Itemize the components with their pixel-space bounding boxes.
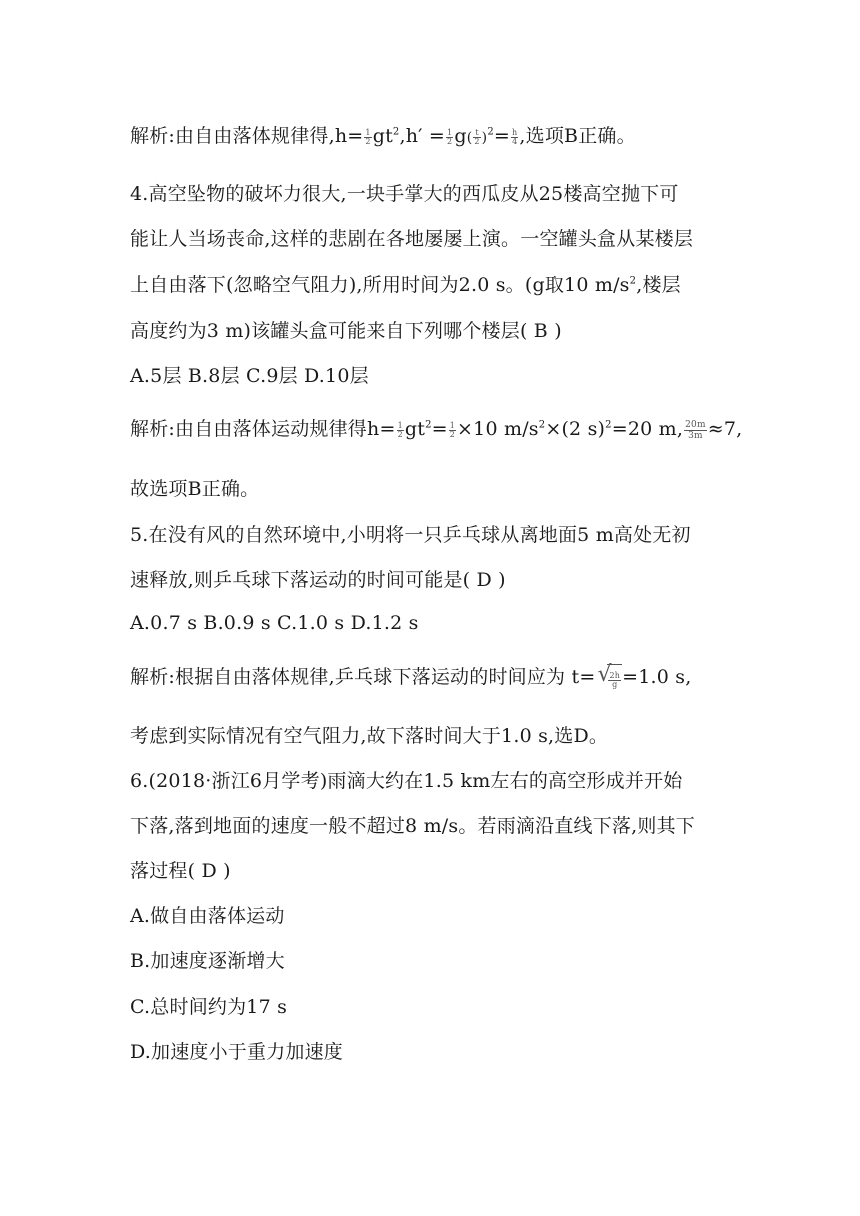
q6-line-1: 6.(2018·浙江6月学考)雨滴大约在1.5 km左右的高空形成并开始 — [130, 770, 683, 792]
radical-sign: √ — [597, 662, 612, 687]
fraction-numerator: 1 — [365, 127, 371, 137]
fraction — [397, 422, 404, 439]
q5-line-1: 5.在没有风的自然环境中,小明将一只乒乓球从离地面5 m高处无初 — [130, 524, 691, 546]
formula-text: ,h′ = — [399, 125, 446, 147]
q6-option-a: A.做自由落体运动 — [130, 905, 285, 927]
fraction — [684, 420, 707, 441]
solution-5-prefix: 解析:根据自由落体规律,乒乓球下落运动的时间应为 t= — [130, 666, 596, 688]
fraction-numerator: 1 — [449, 420, 456, 430]
exponent: 2 — [538, 419, 546, 431]
q4-line-3 — [130, 272, 681, 298]
exponent: 2 — [487, 126, 494, 138]
exponent: 2 — [629, 275, 637, 287]
formula-text: g — [454, 125, 467, 147]
formula-text: = — [493, 125, 511, 147]
q4-options: A.5层 B.8层 C.9层 D.10层 — [130, 365, 369, 387]
q4-line-4: 高度约为3 m)该罐头盒可能来自下列哪个楼层( B ) — [130, 320, 562, 342]
solution-4-prefix: 解析:由自由落体运动规律得h= — [130, 418, 396, 440]
q6-option-d: D.加速度小于重力加速度 — [130, 1041, 343, 1063]
fraction-numerator: h — [512, 127, 518, 137]
fraction-denominator: 2 — [397, 429, 403, 439]
square-root — [597, 664, 622, 692]
solution-4-suffix: ≈7, — [707, 418, 743, 440]
solution-5 — [130, 664, 691, 692]
q4-line-2: 能让人当场丧命,这样的悲剧在各地屡屡上演。一空罐头盒从某楼层 — [130, 228, 694, 250]
fraction-numerator: 1 — [447, 127, 453, 137]
fraction-numerator: 20m — [685, 419, 706, 430]
exponent: 2 — [605, 419, 612, 431]
formula-text: gt — [404, 418, 426, 440]
fraction-numerator: t — [475, 127, 479, 137]
fraction-denominator: 2 — [447, 136, 453, 146]
q4-line-3-text: 上自由落下(忽略空气阻力),所用时间为2.0 s。(g取10 m/s — [130, 274, 630, 296]
fraction-denominator: g — [612, 679, 618, 689]
solution-3 — [130, 123, 636, 151]
fraction-denominator: 2 — [449, 429, 456, 439]
exponent: 2 — [425, 419, 432, 431]
fraction — [511, 129, 518, 146]
fraction-denominator: 3m — [688, 430, 703, 441]
solution-4 — [130, 416, 742, 442]
solution-3-prefix: 解析:由自由落体规律得,h= — [130, 125, 364, 147]
fraction — [473, 129, 480, 146]
formula-text: gt — [372, 125, 393, 147]
q6-line-3: 落过程( D ) — [130, 860, 231, 882]
q6-option-c: C.总时间约为17 s — [130, 996, 288, 1018]
fraction — [449, 422, 456, 439]
q6-option-b: B.加速度逐渐增大 — [130, 950, 285, 972]
fraction — [446, 129, 453, 146]
fraction-numerator: 1 — [397, 420, 403, 430]
fraction-denominator: 2 — [365, 136, 371, 146]
q5-line-2: 速释放,则乒乓球下落运动的时间可能是( D ) — [130, 569, 506, 591]
solution-4-line-2: 故选项B正确。 — [130, 478, 260, 500]
q6-line-2: 下落,落到地面的速度一般不超过8 m/s。若雨滴沿直线下落,则其下 — [130, 815, 695, 837]
q4-line-3-tail: ,楼层 — [636, 274, 681, 296]
fraction — [364, 129, 371, 146]
paren-open: ( — [466, 130, 473, 146]
solution-5-line-2: 考虑到实际情况有空气阻力,故下落时间大于1.0 s,选D。 — [130, 725, 609, 747]
solution-3-suffix: ,选项B正确。 — [519, 125, 636, 147]
fraction-numerator: 2h — [609, 670, 621, 680]
solution-5-suffix: =1.0 s, — [622, 666, 692, 688]
formula-text: =20 m, — [611, 418, 684, 440]
paren-close: ) — [481, 130, 488, 146]
fraction-denominator: 4 — [512, 136, 518, 146]
q5-options: A.0.7 s B.0.9 s C.1.0 s D.1.2 s — [130, 612, 419, 634]
exponent: 2 — [392, 126, 400, 138]
q4-line-1: 4.高空坠物的破坏力很大,一块手掌大的西瓜皮从25楼高空抛下可 — [130, 183, 679, 205]
fraction-denominator: 2 — [474, 136, 480, 146]
formula-text: ×(2 s) — [545, 418, 606, 440]
formula-text: = — [431, 418, 448, 440]
formula-text: ×10 m/s — [457, 418, 539, 440]
